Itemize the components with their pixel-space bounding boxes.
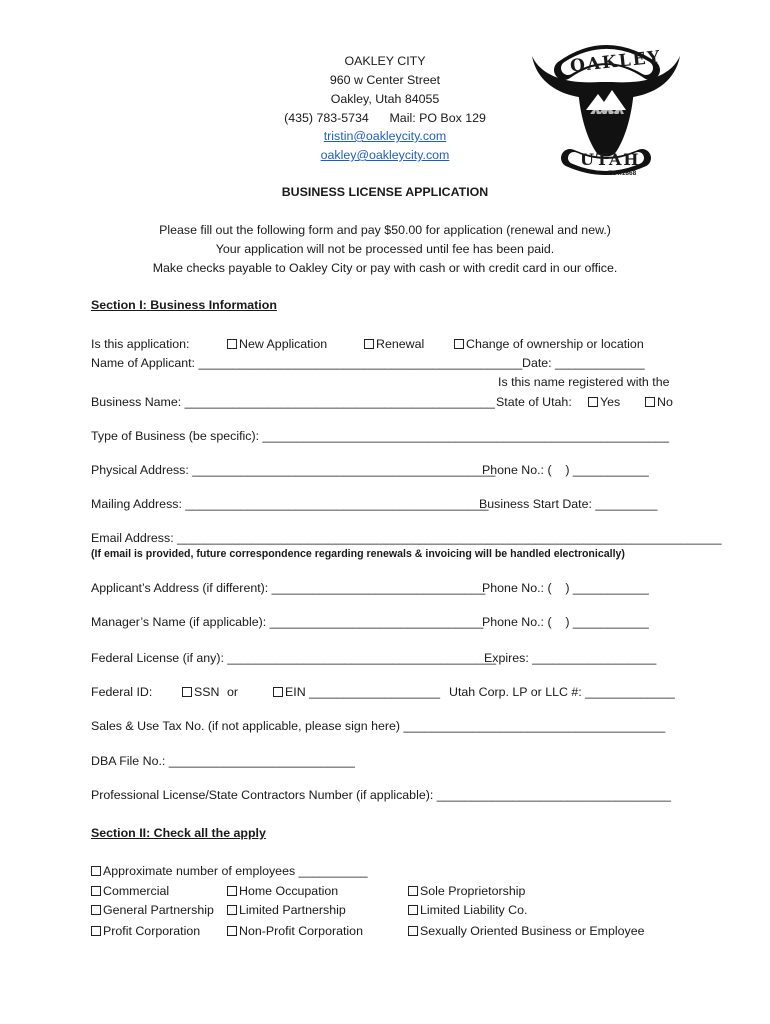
phone-field-1[interactable]: Phone No.: ( ) ___________ (482, 463, 649, 477)
change-ownership-checkbox[interactable] (454, 339, 464, 349)
type-of-business-field[interactable]: Type of Business (be specific): ___________________________________________________________ (91, 429, 670, 443)
section-2-title: Section II: Check all the apply (91, 826, 266, 840)
business-start-date-field[interactable]: Business Start Date: _________ (479, 497, 658, 511)
email-address-field[interactable]: Email Address: _______________________________________________________________________________ (91, 531, 722, 545)
phone-field-3[interactable]: Phone No.: ( ) ___________ (482, 615, 649, 629)
llc-checkbox[interactable] (408, 905, 418, 915)
dba-file-field[interactable]: DBA File No.: ___________________________ (91, 754, 355, 768)
commercial-checkbox[interactable] (91, 886, 101, 896)
applicant-address-field[interactable]: Applicant’s Address (if different): _______________________________ (91, 581, 486, 595)
utah-corp-field[interactable]: Utah Corp. LP or LLC #: _____________ (449, 685, 675, 699)
physical-address-field[interactable]: Physical Address: ____________________________________________ (91, 463, 496, 477)
city-state-zip: Oakley, Utah 84055 (330, 92, 440, 106)
email-note: (If email is provided, future correspondence regarding renewals & invoicing will be handled electronically) (91, 548, 625, 560)
application-type-label: Is this application: (91, 337, 190, 351)
registered-no-option[interactable]: No (645, 395, 673, 409)
ein-checkbox[interactable] (273, 687, 283, 697)
applicant-name-field[interactable]: Name of Applicant: _______________________________________________ (91, 356, 523, 370)
registered-yes-option[interactable]: Yes (588, 395, 620, 409)
new-application-option[interactable]: New Application (227, 337, 327, 351)
registered-question: Is this name registered with the (498, 375, 670, 389)
expires-field[interactable]: Expires: __________________ (484, 651, 657, 665)
or-label: or (227, 685, 239, 699)
new-application-checkbox[interactable] (227, 339, 237, 349)
email-link-tristin[interactable]: tristin@oakleycity.com (323, 129, 447, 143)
oakley-utah-logo (530, 48, 682, 180)
renewal-checkbox[interactable] (364, 339, 374, 349)
phone-mail: (435) 783-5734 Mail: PO Box 129 (284, 111, 486, 125)
instruction-line-3: Make checks payable to Oakley City or pay with cash or with credit card in our office. (152, 261, 618, 275)
federal-id-label: Federal ID: (91, 685, 153, 699)
ssn-option[interactable]: SSN (182, 685, 219, 699)
section-1-title: Section I: Business Information (91, 298, 277, 312)
change-ownership-option[interactable]: Change of ownership or location (454, 337, 644, 351)
profit-corporation-checkbox[interactable] (91, 926, 101, 936)
form-title: BUSINESS LICENSE APPLICATION (281, 185, 489, 199)
date-field[interactable]: Date: _____________ (522, 356, 645, 370)
general-partnership-option[interactable]: General Partnership (91, 903, 214, 917)
instruction-line-1: Please fill out the following form and pay $50.00 for application (renewal and new.) (159, 223, 611, 237)
sales-tax-field[interactable]: Sales & Use Tax No. (if not applicable, please sign here) ______________________________________ (91, 719, 666, 733)
profit-corporation-option[interactable]: Profit Corporation (91, 924, 200, 938)
federal-license-field[interactable]: Federal License (if any): _______________________________________ (91, 651, 497, 665)
registered-yes-checkbox[interactable] (588, 397, 598, 407)
nonprofit-corporation-checkbox[interactable] (227, 926, 237, 936)
sole-proprietorship-checkbox[interactable] (408, 886, 418, 896)
nonprofit-corporation-option[interactable]: Non-Profit Corporation (227, 924, 363, 938)
logo-est-text: EST.1868 (608, 170, 637, 177)
limited-partnership-checkbox[interactable] (227, 905, 237, 915)
city-name: OAKLEY CITY (344, 54, 426, 68)
email-link-oakley[interactable]: oakley@oakleycity.com (320, 148, 450, 162)
business-name-field[interactable]: Business Name: _____________________________________________ (91, 395, 495, 409)
ein-option[interactable]: EIN ___________________ (273, 685, 440, 699)
home-occupation-option[interactable]: Home Occupation (227, 884, 338, 898)
street-address: 960 w Center Street (329, 73, 441, 87)
registered-no-checkbox[interactable] (645, 397, 655, 407)
professional-license-field[interactable]: Professional License/State Contractors Number (if applicable): __________________________________ (91, 788, 672, 802)
logo-bottom-text: UTAH (580, 150, 641, 169)
ssn-checkbox[interactable] (182, 687, 192, 697)
phone-field-2[interactable]: Phone No.: ( ) ___________ (482, 581, 649, 595)
sexually-oriented-checkbox[interactable] (408, 926, 418, 936)
instruction-line-2: Your application will not be processed until fee has been paid. (215, 242, 555, 256)
manager-name-field[interactable]: Manager’s Name (if applicable): _______________________________ (91, 615, 484, 629)
home-occupation-checkbox[interactable] (227, 886, 237, 896)
llc-option[interactable]: Limited Liability Co. (408, 903, 527, 917)
commercial-option[interactable]: Commercial (91, 884, 169, 898)
general-partnership-checkbox[interactable] (91, 905, 101, 915)
limited-partnership-option[interactable]: Limited Partnership (227, 903, 346, 917)
approx-employees-checkbox[interactable] (91, 866, 101, 876)
state-of-utah-label: State of Utah: (496, 395, 572, 409)
sexually-oriented-option[interactable]: Sexually Oriented Business or Employee (408, 924, 645, 938)
renewal-option[interactable]: Renewal (364, 337, 424, 351)
approx-employees-option[interactable]: Approximate number of employees __________ (91, 864, 368, 878)
mailing-address-field[interactable]: Mailing Address: ____________________________________________ (91, 497, 489, 511)
logo-top-text: OAKLEY (569, 47, 663, 77)
sole-proprietorship-option[interactable]: Sole Proprietorship (408, 884, 525, 898)
